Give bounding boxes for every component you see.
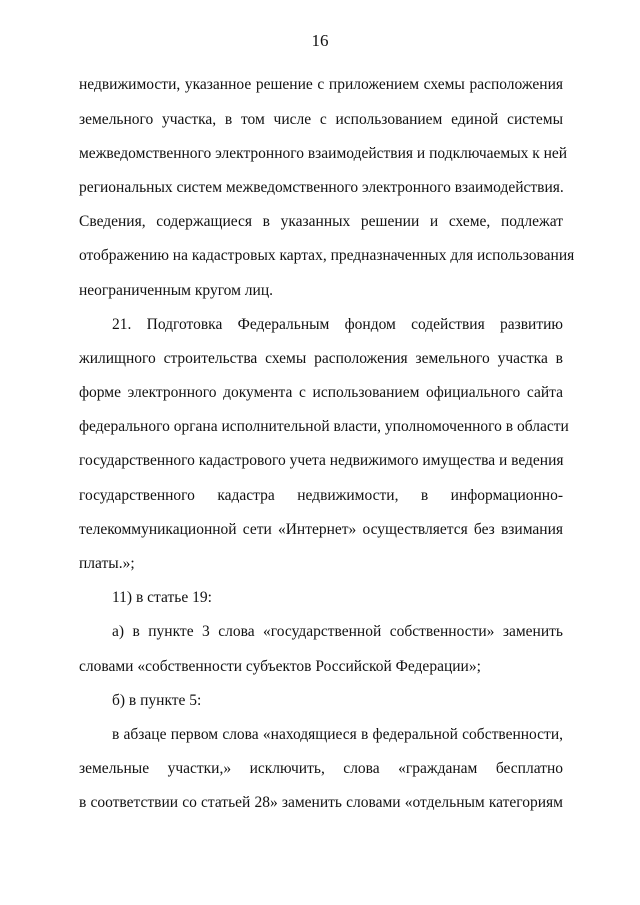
list-item-heading: б) в пункте 5:: [112, 692, 202, 709]
text-line: жилищного строительства схемы расположения земельного участка в: [79, 350, 563, 367]
text-line: словами «собственности субъектов Российской Федерации»;: [79, 658, 481, 675]
text-line: федерального органа исполнительной власти, уполномоченного в области: [79, 418, 569, 435]
text-line: телекоммуникационной сети «Интернет» осуществляется без взимания: [79, 521, 563, 538]
text-line: отображению на кадастровых картах, предназначенных для использования: [79, 247, 575, 264]
text-line: региональных систем межведомственного электронного взаимодействия.: [79, 179, 564, 196]
paragraph-start-line: 21. Подготовка Федеральным фондом содействия развитию: [112, 316, 563, 333]
text-line: межведомственного электронного взаимодействия и подключаемых к ней: [79, 145, 568, 162]
text-line: земельные участки,» исключить, слова «гражданам бесплатно: [79, 760, 563, 777]
text-line: земельного участка, в том числе с использованием единой системы: [79, 111, 563, 128]
paragraph-start-line: в абзаце первом слова «находящиеся в федеральной собственности,: [112, 726, 563, 743]
text-line: недвижимости, указанное решение с приложением схемы расположения: [79, 76, 563, 93]
text-line: государственного кадастрового учета недвижимого имущества и ведения: [79, 452, 564, 469]
text-line: в соответствии со статьей 28» заменить словами «отдельным категориям: [79, 794, 563, 811]
text-line: платы.»;: [79, 555, 135, 572]
text-line: государственного кадастра недвижимости, в информационно-: [79, 487, 563, 504]
list-item-heading: 11) в статье 19:: [112, 589, 212, 606]
text-line: Сведения, содержащиеся в указанных решении и схеме, подлежат: [79, 213, 563, 230]
text-line: неограниченным кругом лиц.: [79, 282, 273, 299]
page-number: 16: [311, 31, 329, 50]
text-line: форме электронного документа с использованием официального сайта: [79, 384, 563, 401]
paragraph-start-line: а) в пункте 3 слова «государственной собственности» заменить: [112, 623, 563, 640]
